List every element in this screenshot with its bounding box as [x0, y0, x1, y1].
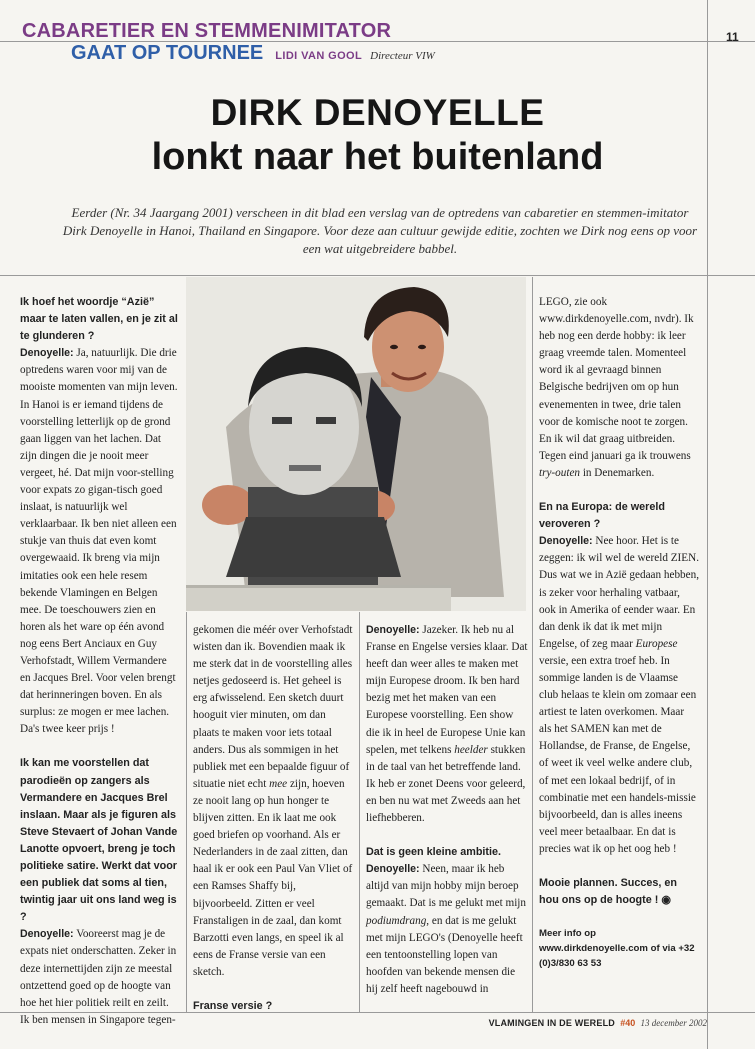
interview-answer: Jazeker. Ik heb nu al Franse en Engelse versies klaar. Dat heeft dan weer alles te maken met mijn Europese droom. Ik ben hard bezig met het maken van een Europese voorstelling. Een show die ik in heel de Europese Unie kan spelen, met telkens: [366, 624, 528, 756]
interview-answer: versie, een extra troef heb. In sommige landen is de Vlaamse club helaas te klein om zomaar een artiest te laten overkomen. Maar als het SAMEN kan met de Hollandse, de Franse, de Engelse, of weet ik veel welke andere club, of met een lokaal bedrijf, of in combinatie met een handels-missie bijvoorbeeld, dan is alles ineens veel meer betaalbaar. En dat is precies wat ik op het oog heb !: [539, 654, 697, 855]
paragraph: [193, 622, 353, 981]
speaker-label: Denoyelle:: [20, 347, 74, 360]
page-footer: [0, 1018, 755, 1028]
portrait-illustration: [186, 277, 526, 611]
contact-info: Meer info op www.dirkdenoyelle.com of via +32 (0)3/830 63 53: [539, 928, 695, 970]
paragraph: [539, 926, 699, 971]
interview-answer: Neen, maar ik heb altijd van mijn hobby mijn beroep gemaakt. Dat is me gelukt met mijn: [366, 863, 527, 910]
publication-name: VLAMINGEN IN DE WERELD: [488, 1018, 615, 1028]
paragraph: [20, 755, 180, 1029]
column-4: [539, 294, 699, 971]
speaker-label: Denoyelle:: [539, 535, 593, 548]
lead-paragraph: Eerder (Nr. 34 Jaargang 2001) verscheen in dit blad een verslag van de optredens van cabaretier en stemmen-imitator Dirk Denoyelle in Hanoi, Thailand en Singapore. Voor deze aan cultuur gewijde editie, zochten we Dirk nog eens op voor een wat uitgebreidere babbel.: [62, 205, 698, 256]
issue-number: #40: [620, 1018, 636, 1028]
lead-rule: [0, 275, 755, 276]
body-text: in Denemarken.: [582, 466, 655, 479]
emphasis-text: heelder: [454, 743, 488, 756]
interview-answer: stukken in de taal van het betreffende land. Ik heb er zonet Deens voor geleerd, en ben nu wat met Zweeds aan het liefhebberen.: [366, 743, 526, 825]
body-text: LEGO, zie ook www.dirkdenoyelle.com, nvdr). Ik heb nog een derde hobby: ik leer graag vreemde talen. Momenteel word ik al gevraagd binnen Belgische bedrijven om op hun evenementen in twee, drie talen voor de komische noot te zorgen. En ik wil dat graag uitbreiden. Tegen eind januari ga ik trouwens: [539, 296, 694, 462]
headline-name: DIRK DENOYELLE: [210, 92, 545, 133]
speaker-label: Denoyelle:: [20, 928, 74, 941]
interview-answer: Ja, natuurlijk. Die drie optredens waren voor mij van de mooiste momenten van mijn leven. In Hanoi is er iemand tijdens de voorstelling letterlijk op de grond gaan liggen van het lachen. Dat zijn dingen die je nooit meer vergeet, hé. Dat mijn voor-stelling voor expats zo gigan-tisch goed inslaat, is natuurlijk wel verklaarbaar. Ik ben niet alleen een stukje van thuis dat even komt overgewaaid. Ik breng via mijn imitaties ook een hele resem bekende Vlamingen en Belgen mee. De toeschouwers zien en horen als het ware op één avond nog eens Bert Anciaux en Guy Verhofstadt, Willem Vermandere en Jacques Brel. Voor velen brengt dat herinneringen boven. En als surplus: ze mogen er mee lachen. Da's twee keer prijs !: [20, 347, 178, 736]
emphasis-text: Europese: [635, 637, 678, 650]
interview-question: Ik kan me voorstellen dat parodieën op zangers als Vermandere en Jacques Brel inslaan. Maar als je figuren als Steve Stevaert of Johan Vande Lanotte opvoert, breng je toch politieke satire. Werkt dat voor een publiek dat soms al tien, twintig jaar uit ons land weg is ?: [20, 757, 178, 924]
closing-text: Mooie plannen. Succes, en hou ons op de hoogte !: [539, 877, 677, 907]
headline-subtitle: lonkt naar het buitenland: [151, 136, 604, 178]
author-role: Directeur VIW: [370, 50, 435, 62]
column-3: [366, 622, 529, 998]
paragraph: [539, 294, 699, 482]
column-divider-2: [359, 612, 360, 1012]
paragraph: [193, 998, 353, 1015]
paragraph: [539, 499, 699, 858]
column-2: [193, 622, 353, 1015]
interview-answer: Nee hoor. Het is te zeggen: ik wil wel de wereld ZIEN. Dus wat we in Azië gedaan hebben, is zeker voor herhaling vatbaar, ook in Amerika of eender waar. En dan denk ik dat ik met mijn Engelse, of zeg maar: [539, 535, 699, 650]
paragraph: [539, 875, 699, 909]
paragraph: [366, 844, 529, 998]
column-1: [20, 294, 180, 1029]
speaker-label: Denoyelle:: [366, 624, 420, 636]
page-number: 11: [726, 30, 739, 44]
body-text: zijn, hoeven ze nooit lang op hun honger te blijven zitten. En ik laat me ook goed briefen op voorhand. Als er Nederlanders in de zaal zitten, dan haal ik er ook een Paul Van Vliet of een Ramses Shaffy bij, bijvoorbeeld. Zitten er veel Franstaligen in de zaal, dan komt Barzotti even langs, en speel ik al eens de Franse versie van een sketch.: [193, 777, 353, 978]
emphasis-text: try-outen: [539, 466, 581, 479]
emphasis-text: mee: [269, 777, 288, 790]
globe-icon: ◉: [661, 894, 671, 907]
interview-answer: Vooreerst mag je de expats niet onderschatten. Zeker in deze internettijden zijn ze meestal ontzettend goed op de hoogte van hoe het hier politiek reilt en zeilt. Ik ben mensen in Singapore tegen-: [20, 928, 177, 1026]
column-divider-3: [532, 277, 533, 1012]
closing-remark: [539, 875, 699, 909]
section-kicker: CABARETIER EN STEMMENIMITATOR: [22, 20, 392, 42]
body-text: gekomen die méér over Verhofstadt wisten dan ik. Bovendien maak ik me sterk dat in de voorstelling alles netjes gedoseerd is. Het geheel is erg afwisselend. Een sketch duurt hooguit vier minuten, om dan plaats te maken voor iets totaal anders. Dus als sommigen in het publiek met een bepaalde figuur of situatie niet echt: [193, 624, 353, 790]
paragraph: [366, 622, 529, 827]
emphasis-text: podiumdrang: [366, 914, 427, 927]
paragraph: [20, 294, 180, 738]
column-divider-1: [186, 612, 187, 1012]
interview-question: Ik hoef het woordje “Azië” maar te laten vallen, en je zit al te glunderen ?: [20, 296, 178, 343]
interview-question: Franse versie ?: [193, 999, 273, 1012]
kicker-subtitle: GAAT OP TOURNEE: [71, 42, 264, 64]
interview-question: En na Europa: de wereld veroveren ?: [539, 501, 665, 531]
issue-date: 13 december 2002: [640, 1018, 707, 1028]
speaker-label: Denoyelle:: [366, 863, 420, 876]
author-name: LIDI VAN GOOL: [275, 50, 363, 62]
interview-question: Dat is geen kleine ambitie.: [366, 846, 502, 859]
interview-answer: , en dat is me gelukt met mijn LEGO's (Denoyelle heeft een tentoonstelling lopen van hoofden van bekende mensen die hij zelf heeft nagebouwd in: [366, 914, 523, 995]
section-kicker-line2: [71, 42, 435, 67]
portrait-photo: [186, 277, 526, 611]
